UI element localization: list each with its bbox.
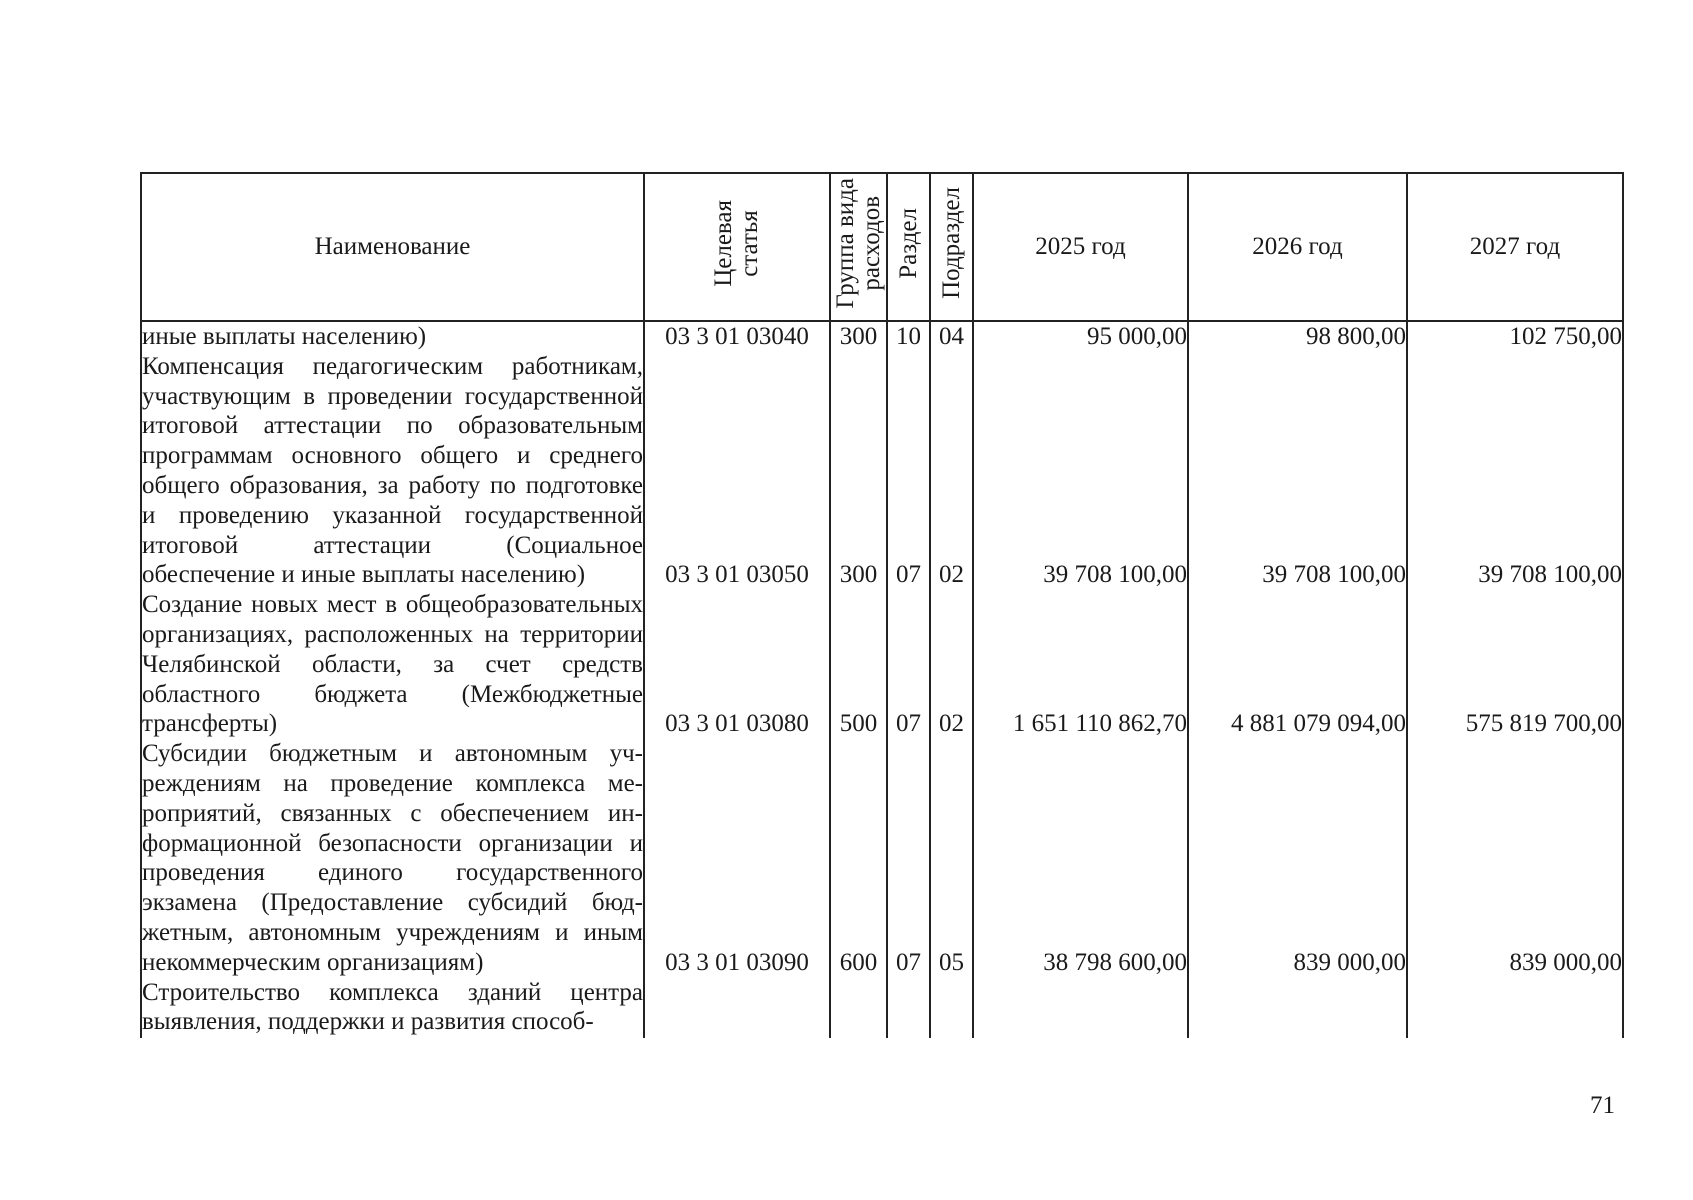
row-expense-group: 300: [830, 321, 887, 352]
row-amount-2025: [973, 978, 1188, 1038]
row-subsection: 02: [930, 352, 973, 590]
page-number: 71: [1590, 1092, 1615, 1119]
row-name: иные выплаты населению): [141, 321, 644, 352]
row-expense-group: [830, 978, 887, 1038]
row-expense-group: 300: [830, 352, 887, 590]
row-section: 07: [887, 739, 930, 977]
header-target-article: Целевая статья: [644, 173, 830, 321]
row-section: 07: [887, 352, 930, 590]
header-subsection: Подраздел: [930, 173, 973, 321]
row-subsection: 02: [930, 590, 973, 739]
table-row: [141, 352, 1623, 590]
row-amount-2027: 102 750,00: [1407, 321, 1623, 352]
row-section: 10: [887, 321, 930, 352]
row-subsection: [930, 978, 973, 1038]
row-amount-2025: 39 708 100,00: [973, 352, 1188, 590]
row-amount-2026: 39 708 100,00: [1188, 352, 1407, 590]
row-amount-2026: 839 000,00: [1188, 739, 1407, 977]
row-name: Субсидии бюджетным и автономным учреждениям на проведение комплекса мероприятий, связанных с обеспечением информационной безопасности организации и проведения единого государственного экзамена (Предоставление субсидий бюджетным, автономным учреждениям и иным некоммерческим организациям): [142, 740, 643, 976]
header-2026: 2026 год: [1188, 173, 1407, 321]
table-header-row: [141, 173, 1623, 321]
row-subsection: 05: [930, 739, 973, 977]
row-amount-2025: 38 798 600,00: [973, 739, 1188, 977]
row-amount-2027: 839 000,00: [1407, 739, 1623, 977]
row-subsection: 04: [930, 321, 973, 352]
row-amount-2027: 39 708 100,00: [1407, 352, 1623, 590]
row-name: Компенсация педагогическим работникам, участвующим в проведении государственной итоговой аттестации по образовательным программам основного общего и среднего общего образования, за работу по подготовке и проведению указанной государственной итоговой аттестации (Социальное обеспечение и иные выплаты населению): [142, 352, 643, 589]
header-expense-group: Группа вида расходов: [830, 173, 887, 321]
row-section: 07: [887, 590, 930, 739]
table-row: [141, 321, 1623, 352]
header-section: Раздел: [887, 173, 930, 321]
budget-table: [140, 172, 1624, 1038]
row-section: [887, 978, 930, 1038]
header-2027: 2027 год: [1407, 173, 1623, 321]
table-row: [141, 590, 1623, 739]
row-amount-2026: 4 881 079 094,00: [1188, 590, 1407, 739]
row-expense-group: 600: [830, 739, 887, 977]
row-name: Создание новых мест в общеобразовательных организациях, расположенных на территории Челябинской области, за счет средств областного бюджета (Межбюджетные трансферты): [142, 591, 643, 738]
row-amount-2026: 98 800,00: [1188, 321, 1407, 352]
table-row: [141, 978, 1623, 1038]
row-name: Строительство комплекса зданий центра выявления, поддержки и развития способ-: [141, 978, 644, 1038]
row-amount-2027: [1407, 978, 1623, 1038]
row-target-article: 03 3 01 03050: [644, 352, 830, 590]
table-row: [141, 739, 1623, 977]
row-expense-group: 500: [830, 590, 887, 739]
row-amount-2027: 575 819 700,00: [1407, 590, 1623, 739]
row-target-article: 03 3 01 03040: [644, 321, 830, 352]
row-amount-2025: 95 000,00: [973, 321, 1188, 352]
row-target-article: 03 3 01 03080: [644, 590, 830, 739]
row-amount-2026: [1188, 978, 1407, 1038]
header-2025: 2025 год: [973, 173, 1188, 321]
header-name: Наименование: [141, 173, 644, 321]
row-target-article: [644, 978, 830, 1038]
row-amount-2025: 1 651 110 862,70: [973, 590, 1188, 739]
row-target-article: 03 3 01 03090: [644, 739, 830, 977]
